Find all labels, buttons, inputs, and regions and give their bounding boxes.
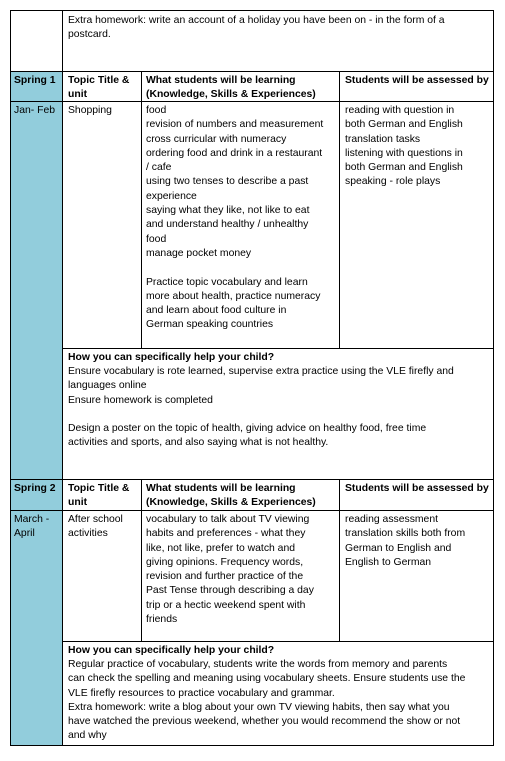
spring1-header-learning: What students will be learning (Knowledge, Skills & Experiences) [146,75,316,101]
spring2-learning: vocabulary to talk about TV viewing habits and preferences - what they like, not like, prefer to watch and giving opinions. Frequency words, revision and further practice of the Past Tense through describing a day trip or a hectic weekend spent with friends [146,514,314,626]
table-border-top [10,10,494,11]
spring2-term-label: Spring 2 [14,483,56,494]
row-divider-intro [10,71,494,72]
table-border-left [10,10,11,745]
spring1-header-assessed: Students will be assessed by [345,75,489,86]
table-border-bottom [10,745,494,746]
column-divider-assessed-s1 [339,71,340,348]
spring2-assessed: reading assessment translation skills both from German to English and English to German [345,514,466,568]
spring2-header-learning: What students will be learning (Knowledge, Skills & Experiences) [146,483,316,509]
spring2-header-assessed: Students will be assessed by [345,483,489,494]
column-divider-assessed-s2 [339,479,340,641]
column-divider-topic-s1 [141,71,142,348]
spring2-dates: March - April [14,514,50,540]
spring1-help-text: Ensure vocabulary is rote learned, supervise extra practice using the VLE firefly and languages online Ensure homework is completed Design a poster on the topic of health, giving advice on healthy food, free time activities and sports, and also saying what is not healthy. [68,366,454,449]
spring2-topic: After school activities [68,514,123,540]
term-column-spring1 [11,71,62,479]
spring2-header-topic: Topic Title & unit [68,483,130,509]
spring1-header-topic: Topic Title & unit [68,75,130,101]
spring1-term-label: Spring 1 [14,75,56,86]
spring1-dates: Jan- Feb [14,105,56,116]
column-divider-topic-s2 [141,479,142,641]
spring1-help-heading: How you can specifically help your child? [68,352,275,363]
row-divider-help-s2 [62,641,494,642]
table-border-right [493,10,494,745]
column-divider-term [62,10,63,745]
row-divider-help-s1 [62,348,494,349]
spring2-help-text: Regular practice of vocabulary, students write the words from memory and parents can check the spelling and meaning using vocabulary sheets. Ensure students use the VLE firefly resources to practice vocabulary and grammar. Extra homework: write a blog about your own TV viewing habits, then say what you have watched the previous weekend, whether you would recommend the show or not and why [68,659,466,742]
spring2-help-heading: How you can specifically help your child? [68,645,275,656]
spring1-learning: food revision of numbers and measurement cross curricular with numeracy ordering food and drink in a restaurant / cafe using two tenses to describe a past experience saying what they like, not like to eat and understand healthy / unhealthy food manage pocket money Practice topic vocabulary and learn more about health, practice numeracy and learn about food culture in German speaking countries [146,105,324,331]
spring1-topic: Shopping [68,105,112,116]
spring1-assessed: reading with question in both German and English translation tasks listening with questions in both German and English speaking - role plays [345,105,463,188]
intro-extra-homework: Extra homework: write an account of a holiday you have been on - in the form of a postcard. [68,15,445,41]
row-divider-spring2 [10,479,494,480]
